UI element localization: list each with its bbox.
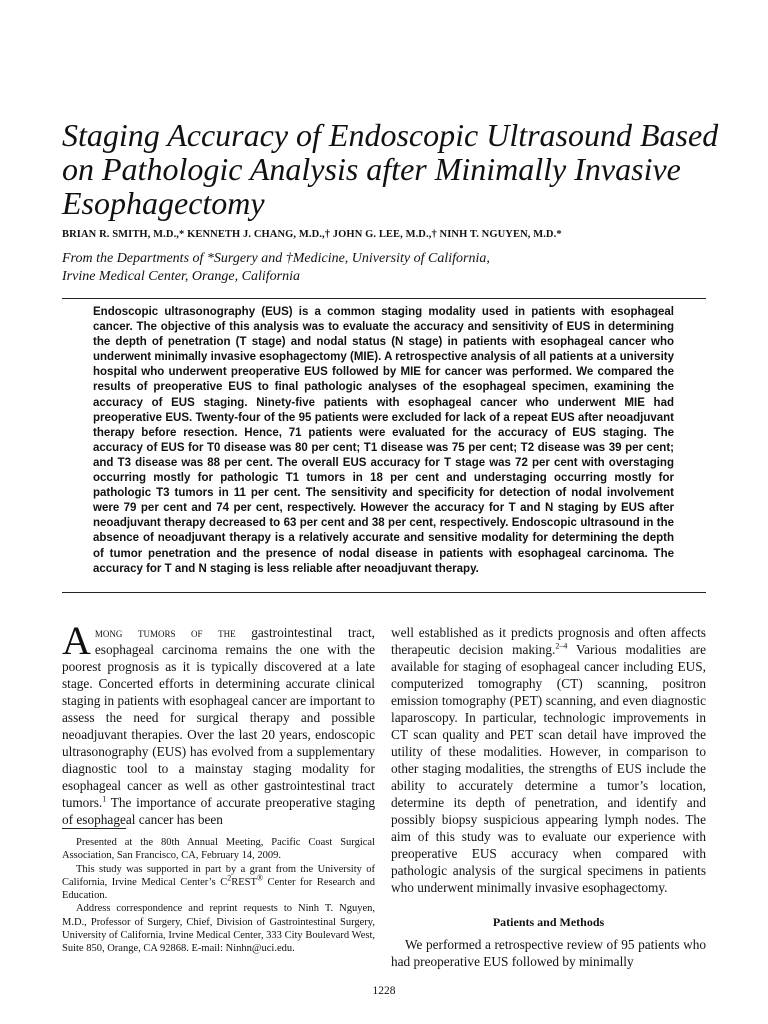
author-list: BRIAN R. SMITH, M.D.,* KENNETH J. CHANG, M.D.,† JOHN G. LEE, M.D.,† NINH T. NGUYEN, M.D.* bbox=[62, 229, 562, 240]
intro-ref-1: 1 bbox=[102, 794, 107, 804]
support-text-a: This study was supported in part by a grant from the University of California, Irvine Medical Center’s C bbox=[62, 863, 375, 888]
support-text-c: Center for Research and Education. bbox=[62, 876, 375, 902]
right-text-b: Various modalities are available for staging of esophageal cancer including EUS, computerized tomography (CT) scanning, positron emission tomography (PET) scanning, and even diagnostic laparoscopy. In particular, technologic improvements in CT scan quality and PET scan detail have improved the utility of these modalities. However, in comparison to other staging modalities, the strengths of EUS include the ability to accurately determine a tumor’s location, determine its depth of penetration, and identify and possibly biopsy suspicious appearing lymph nodes. The aim of this study was to evaluate our experience with preoperative EUS accuracy when compared with pathologic analysis of the surgical specimens in patients who underwent minimally invasive esophagectomy. bbox=[391, 642, 707, 895]
affiliation bbox=[62, 250, 722, 286]
abstract-text: Endoscopic ultrasonography (EUS) is a common staging modality used in patients with esophageal cancer. The objective of this analysis was to evaluate the accuracy and sensitivity of EUS in determining the depth of penetration (T stage) and nodal status (N stage) in patients with esophageal cancer who underwent minimally invasive esophagectomy (MIE). A retrospective analysis of all patients at a university hospital who underwent preoperative EUS followed by MIE for cancer was performed. We compared the results of preoperative EUS to final pathologic analyses of the esophageal specimen, examining the accuracy of EUS staging. Ninety-five patients with esophageal cancer who underwent MIE had preoperative EUS. Twenty-four of the 95 patients were excluded for lack of a repeat EUS after neoadjuvant therapy before resection. Hence, 71 patients were evaluated for the accuracy of EUS staging. The accuracy of EUS for T0 disease was 80 per cent; T1 disease was 75 per cent; T2 disease was 39 per cent; and T3 disease was 88 per cent. The overall EUS accuracy for T stage was 72 per cent with overstaging occurring mostly for pathologic T1 tumors in 18 per cent and understaging occurring mostly for pathologic T3 tumors in 11 per cent. The sensitivity and specificity for detection of nodal involvement were 79 per cent and 74 per cent, respectively. However the accuracy for T and N staging by EUS after neoadjuvant therapy decreased to 63 per cent and 38 per cent, respectively. Endoscopic ultrasound in the absence of neoadjuvant therapy is a relatively accurate and sensitive modality for determining the depth of tumor penetration and the presence of nodal disease in patients with esophageal carcinoma. The accuracy for T and N staging is less reliable after neoadjuvant therapy. bbox=[93, 306, 674, 575]
footnote-presented: Presented at the 80th Annual Meeting, Pacific Coast Surgical Association, San Francisco, CA, February 14, 2009. bbox=[62, 837, 375, 862]
article-title: Staging Accuracy of Endoscopic Ultrasound Based on Pathologic Analysis after Minimally Invasive Esophagectomy bbox=[62, 117, 719, 221]
registered-mark: ® bbox=[256, 873, 263, 883]
affiliation-line-1: From the Departments of *Surgery and †Medicine, University of California, bbox=[62, 251, 490, 266]
footnotes bbox=[62, 836, 375, 956]
abstract-bottom-rule bbox=[62, 592, 706, 593]
intro-smallcaps: mong tumors of the bbox=[94, 625, 236, 640]
support-sup-2: 2 bbox=[227, 873, 232, 883]
methods-paragraph: We performed a retrospective review of 95 patients who had preoperative EUS followed by minimally bbox=[391, 937, 706, 969]
drop-cap: A bbox=[62, 618, 91, 663]
intro-paragraph bbox=[62, 618, 375, 828]
page-number: 1228 bbox=[372, 985, 396, 997]
footnote-correspondence: Address correspondence and reprint requests to Ninh T. Nguyen, M.D., Professor of Surgery, Chief, Division of Gastrointestinal Surgery, University of California, Irvine Medical Center, 333 City Boulevard West, Suite 850, Orange, CA 92868. E-mail: Ninhn@uci.edu. bbox=[62, 903, 375, 955]
support-text-b: REST bbox=[231, 876, 257, 888]
affiliation-line-2: Irvine Medical Center, Orange, California bbox=[62, 269, 300, 284]
intro-text-b: The importance of accurate preoperative staging of esophageal cancer has been bbox=[62, 795, 375, 827]
section-heading: Patients and Methods bbox=[492, 915, 605, 929]
intro-text-a: gastrointestinal tract, esophageal carcinoma remains the one with the poorest prognosis as it is typically discovered at a late stage. Concerted efforts in determining accurate clinical staging in patients with esophageal cancer are important to assess the need for surgical therapy and possible neoadjuvant therapies. Over the last 20 years, endoscopic ultrasonography (EUS) has evolved from a supplementary diagnostic tool to a mainstay staging modality for esophageal cancer as well as other gastrointestinal tract tumors. bbox=[62, 625, 375, 810]
footnote-rule bbox=[62, 828, 126, 829]
right-text-a: well established as it predicts prognosis and often affects therapeutic decision making. bbox=[391, 625, 706, 657]
footnote-support bbox=[62, 863, 375, 903]
right-ref-2-4: 2–4 bbox=[555, 641, 568, 651]
abstract-top-rule bbox=[62, 298, 706, 299]
right-column-paragraph bbox=[391, 624, 706, 896]
